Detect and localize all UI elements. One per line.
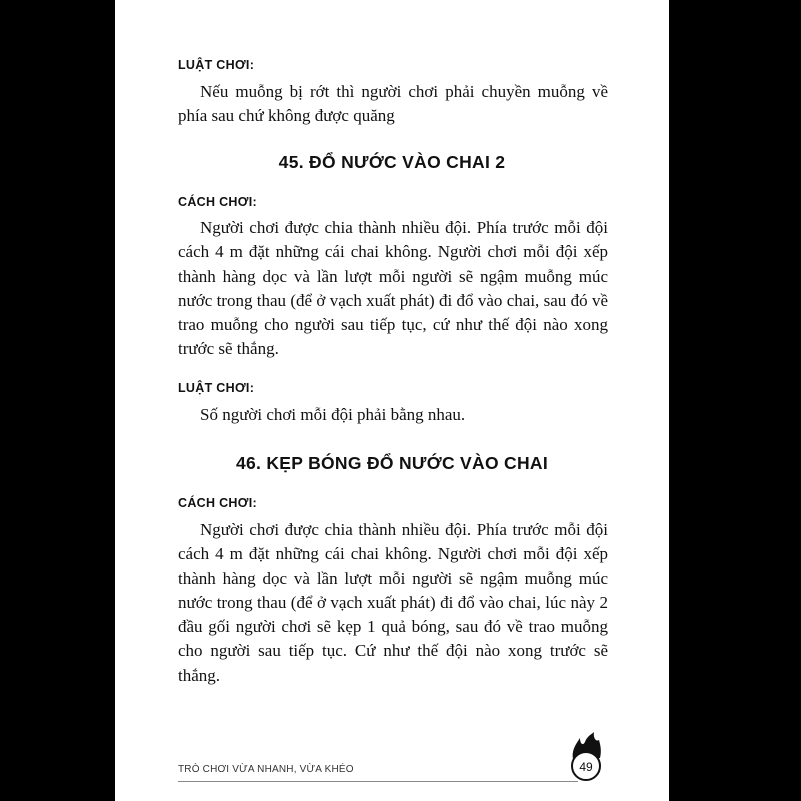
rule-paragraph: Số người chơi mỗi đội phải bằng nhau. bbox=[200, 405, 466, 424]
rule-label: LUẬT CHƠI: bbox=[178, 381, 255, 395]
how-to-play-label: CÁCH CHƠI: bbox=[178, 195, 257, 209]
how-to-play-paragraph: Người chơi được chia thành nhiều đội. Phía trước mỗi đội cách 4 m đặt những cái chai không. Người chơi mỗi đội xếp thành hàng dọc và lần lượt mỗi người sẽ ngậm muỗng múc nước trong thau (để ở vạch xuất phát) đi đổ vào chai, lúc này 2 đầu gối người chơi sẽ kẹp 1 quả bóng, sau đó về trao muỗng cho người sau tiếp tục. Cứ như thế đội nào xong trước sẽ thắng. bbox=[178, 520, 608, 685]
game-46-title: 46. KẸP BÓNG ĐỔ NƯỚC VÀO CHAI bbox=[235, 453, 549, 473]
game-45-title: 45. ĐỔ NƯỚC VÀO CHAI 2 bbox=[278, 152, 506, 172]
flame-logo-icon bbox=[566, 732, 606, 782]
book-page bbox=[115, 0, 669, 801]
rule-label: LUẬT CHƠI: bbox=[178, 58, 255, 72]
page-number: 49 bbox=[579, 760, 593, 774]
how-to-play-paragraph: Người chơi được chia thành nhiều đội. Phía trước mỗi đội cách 4 m đặt những cái chai không. Người chơi mỗi đội xếp thành hàng dọc và lần lượt mỗi người sẽ ngậm muỗng múc nước trong thau (để ở vạch xuất phát) đi đổ vào chai, sau đó về trao muỗng cho người sau tiếp tục, cứ như thế đội nào xong trước sẽ thắng. bbox=[178, 218, 608, 359]
book-title-footer: TRÒ CHƠI VỪA NHANH, VỪA KHÉO bbox=[178, 764, 354, 775]
how-to-play-label: CÁCH CHƠI: bbox=[178, 496, 257, 510]
footer-divider bbox=[178, 781, 578, 782]
rule-paragraph: Nếu muỗng bị rớt thì người chơi phải chuyền muỗng về phía sau chứ không được quăng bbox=[178, 82, 608, 126]
